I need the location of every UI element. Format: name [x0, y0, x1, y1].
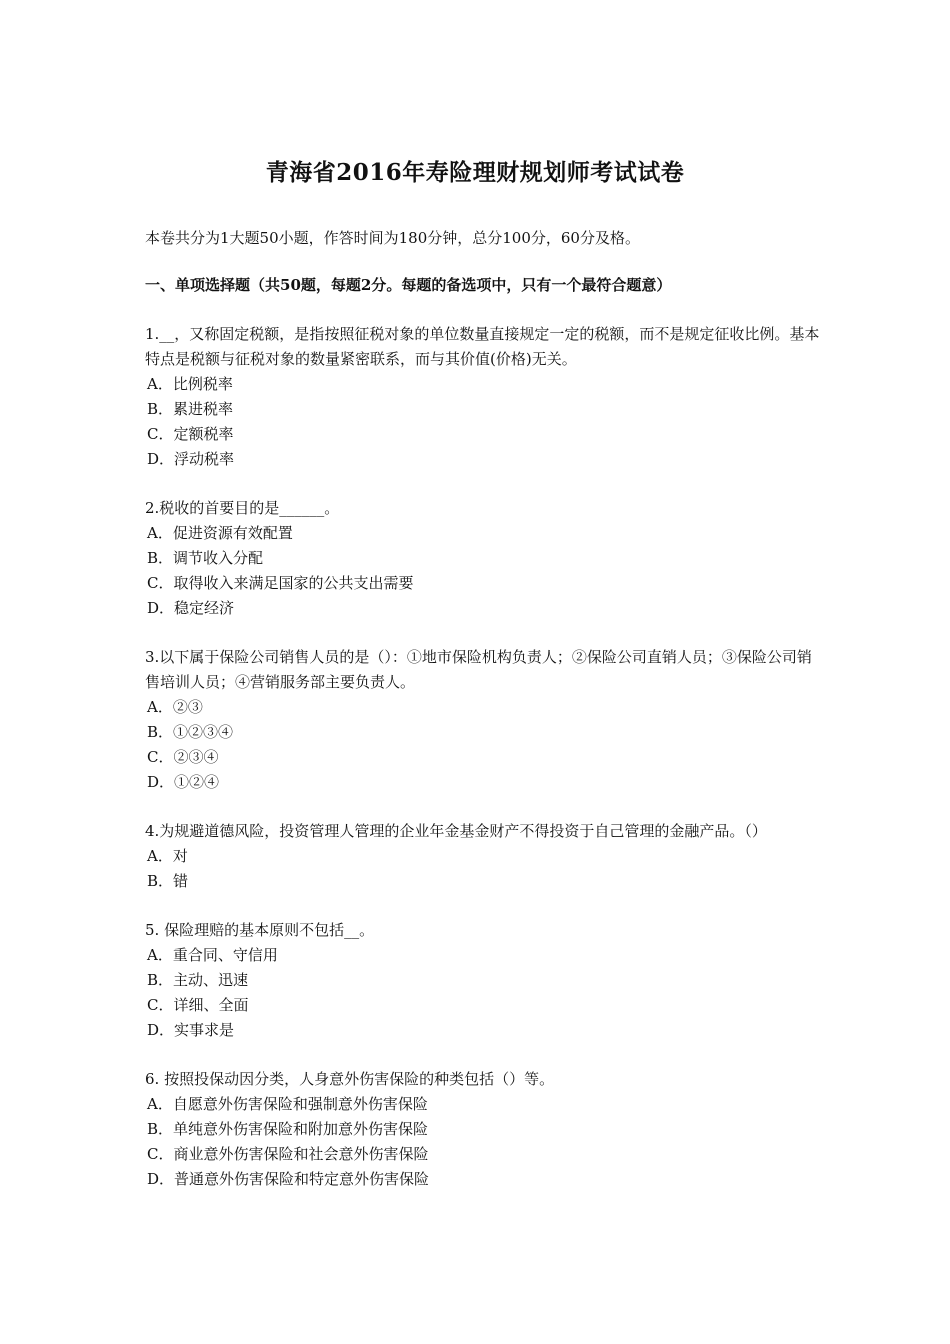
option-b: B．单纯意外伤害保险和附加意外伤害保险	[147, 1120, 429, 1138]
question-text: 3.以下属于保险公司销售人员的是（）：①地市保险机构负责人；②保险公司直销人员；③保险公司销售培训人员；④营销服务部主要负责人。	[145, 648, 812, 691]
option-d: D．实事求是	[147, 1021, 235, 1039]
option-d: D．稳定经济	[147, 599, 235, 617]
option-c: C．②③④	[147, 748, 219, 766]
question-text: 4.为规避道德风险，投资管理人管理的企业年金基金财产不得投资于自己管理的金融产品。（）	[145, 822, 767, 840]
question-1	[145, 322, 825, 472]
exam-intro: 本卷共分为1大题50小题，作答时间为180分钟，总分100分，60分及格。	[145, 229, 640, 247]
option-c: C．定额税率	[147, 425, 234, 443]
option-a: A．重合同、守信用	[147, 946, 278, 964]
question-text: 2.税收的首要目的是______。	[145, 499, 340, 517]
option-b: B．①②③④	[147, 723, 234, 741]
option-b: B．错	[147, 872, 189, 890]
option-b: B．主动、迅速	[147, 971, 249, 989]
document-title: 青海省2016年寿险理财规划师考试试卷	[265, 159, 685, 186]
option-a: A．促进资源有效配置	[147, 524, 293, 542]
option-c: C．商业意外伤害保险和社会意外伤害保险	[147, 1145, 429, 1163]
option-c: C．详细、全面	[147, 996, 249, 1014]
question-2	[145, 496, 825, 621]
option-b: B．调节收入分配	[147, 549, 264, 567]
option-a: A．自愿意外伤害保险和强制意外伤害保险	[147, 1095, 428, 1113]
option-d: D．普通意外伤害保险和特定意外伤害保险	[147, 1170, 430, 1188]
option-a: A．对	[147, 847, 188, 865]
option-d: D．①②④	[147, 773, 220, 791]
question-text: 1.__，又称固定税额，是指按照征税对象的单位数量直接规定一定的税额，而不是规定征收比例。基本特点是税额与征税对象的数量紧密联系，而与其价值(价格)无关。	[145, 325, 820, 368]
question-5	[145, 918, 825, 1043]
question-text: 5. 保险理赔的基本原则不包括__。	[145, 921, 375, 939]
option-c: C．取得收入来满足国家的公共支出需要	[147, 574, 414, 592]
question-text: 6. 按照投保动因分类，人身意外伤害保险的种类包括（）等。	[145, 1070, 555, 1088]
option-a: A．比例税率	[147, 375, 233, 393]
question-6	[145, 1067, 825, 1192]
question-4	[145, 819, 825, 894]
question-3	[145, 645, 825, 795]
section-heading: 一、单项选择题（共50题，每题2分。每题的备选项中，只有一个最符合题意）	[145, 276, 672, 294]
document-body	[145, 226, 825, 1216]
option-b: B．累进税率	[147, 400, 234, 418]
option-d: D．浮动税率	[147, 450, 235, 468]
option-a: A．②③	[147, 698, 203, 716]
